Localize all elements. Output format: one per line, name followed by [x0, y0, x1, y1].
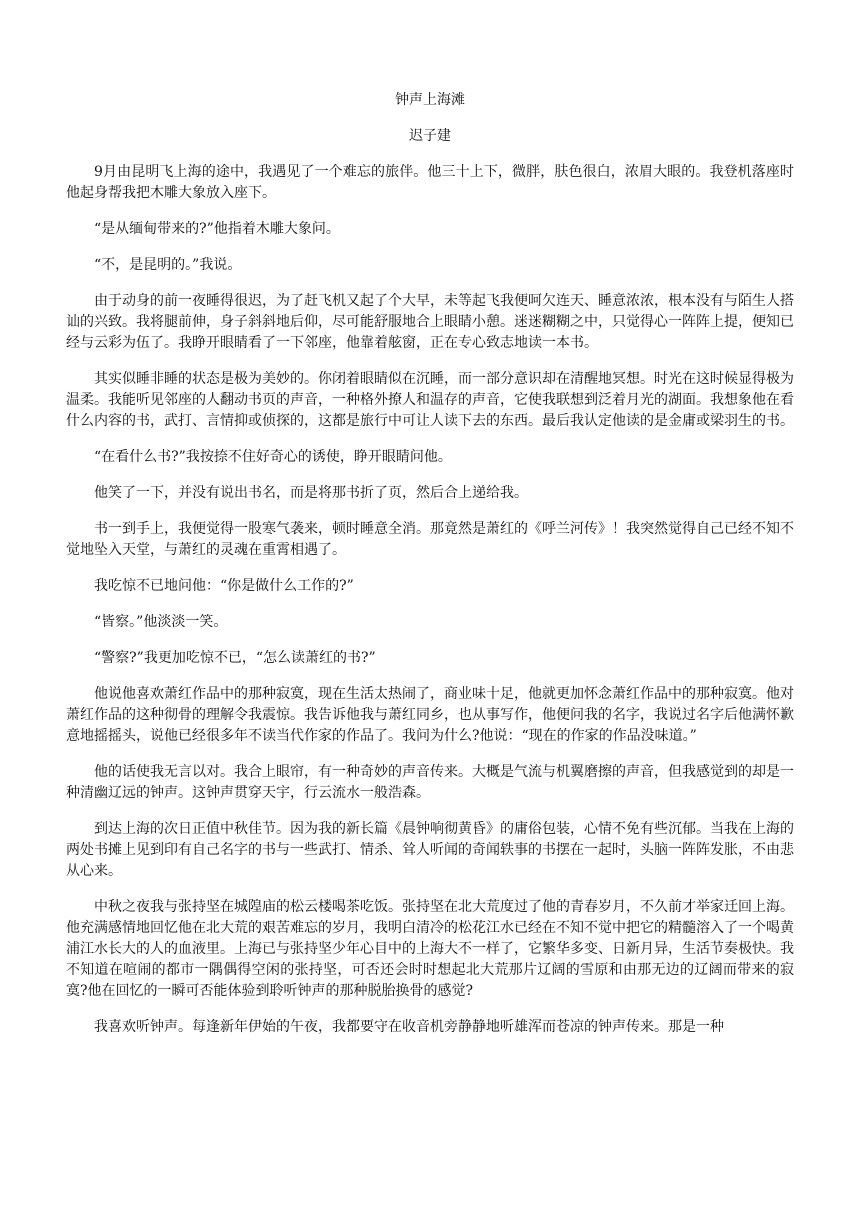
- document-title: 钟声上海滩: [395, 92, 465, 108]
- paragraph: 他的话使我无言以对。我合上眼帘，有一种奇妙的声音传来。大概是气流与机翼磨擦的声音，但我感觉到的却是一种清幽辽远的钟声。这钟声贯穿天宇，行云流水一般浩森。: [66, 764, 794, 801]
- paragraph: 由于动身的前一夜睡得很迟，为了赶飞机又起了个大早，未等起飞我便呵欠连天、睡意浓浓，根本没有与陌生人搭讪的兴致。我将腿前伸，身子斜斜地后仰，尽可能舒服地合上眼睛小憩。迷迷糊糊之中，只觉得心一阵阵上提，便知已经与云彩为伍了。我睁开眼睛看了一下邻座，他靠着舷窗，正在专心致志地读一本书。: [66, 293, 794, 351]
- paragraph: 他说他喜欢萧红作品中的那种寂寞，现在生活太热闹了，商业味十足，他就更加怀念萧红作品中的那种寂寞。他对萧红作品的这种彻骨的理解令我震惊。我告诉他我与萧红同乡，也从事写作，他便问我的名字，我说过名字后他满怀歉意地摇摇头，说他已经很多年不读当代作家的作品了。我问为什么?他说：“现在的作家的作品没味道。”: [66, 686, 794, 744]
- paragraph: 9月由昆明飞上海的途中，我遇见了一个难忘的旅伴。他三十上下，微胖，肤色很白，浓眉大眼的。我登机落座时他起身帮我把木雕大象放入座下。: [66, 164, 794, 201]
- paragraph: 中秋之夜我与张持坚在城隍庙的松云楼喝茶吃饭。张持坚在北大荒度过了他的青春岁月，不久前才举家迁回上海。他充满感情地回忆他在北大荒的艰苦难忘的岁月，我明白清冷的松花江水已经在不知不觉中把它的精髓溶入了一个喝黄浦江水长大的人的血液里。上海已与张持坚少年心目中的上海大不一样了，它繁华多变、日新月异，生活节奏极快。我不知道在喧闹的都市一隅偶得空闲的张持坚，可否还会时时想起北大荒那片辽阔的雪原和由那无边的辽阔而带来的寂寞?他在回忆的一瞬可否能体验到聆听钟声的那种脱胎换骨的感觉?: [66, 899, 794, 999]
- paragraph: 他笑了一下，并没有说出书名，而是将那书折了页，然后合上递给我。: [94, 485, 528, 501]
- paragraph: “在看什么书?”我按捺不住好奇心的诱使，睁开眼睛问他。: [94, 449, 452, 465]
- paragraph: 我吃惊不已地问他：“你是做什么工作的?”: [94, 578, 354, 594]
- paragraph: “是从缅甸带来的?”他指着木雕大象问。: [94, 221, 340, 237]
- paragraph: “皆察。”他淡淡一笑。: [94, 614, 228, 630]
- paragraph: “不，是昆明的。”我说。: [94, 257, 242, 273]
- paragraph: 我喜欢听钟声。每逢新年伊始的午夜，我都要守在收音机旁静静地听雄浑而苍凉的钟声传来。那是一种: [94, 1019, 724, 1035]
- paragraph: 到达上海的次日正值中秋佳节。因为我的新长篇《晨钟响彻黄昏》的庸俗包装，心情不免有些沉郁。当我在上海的两处书摊上见到印有自己名字的书与一些武打、情杀、耸人听闻的奇闻轶事的书摆在一起时，头脑一阵阵发胀，不由悲从心来。: [66, 821, 794, 879]
- paragraph: “警察?”我更加吃惊不已，“怎么读萧红的书?”: [94, 650, 376, 666]
- paragraph: 书一到手上，我便觉得一股寒气袭来，顿时睡意全消。那竟然是萧红的《呼兰河传》！我突然觉得自己已经不知不觉地坠入天堂，与萧红的灵魂在重霄相遇了。: [66, 521, 794, 558]
- document-author: 迟子建: [409, 128, 451, 144]
- paragraph: 其实似睡非睡的状态是极为美妙的。你闭着眼睛似在沉睡，而一部分意识却在清醒地冥想。时光在这时候显得极为温柔。我能听见邻座的人翻动书页的声音，一种格外撩人和温存的声音，它使我联想到泛着月光的湖面。我想象他在看什么内容的书，武打、言情抑或侦探的，这都是旅行中可让人读下去的东西。最后我认定他读的是金庸或梁羽生的书。: [66, 371, 794, 429]
